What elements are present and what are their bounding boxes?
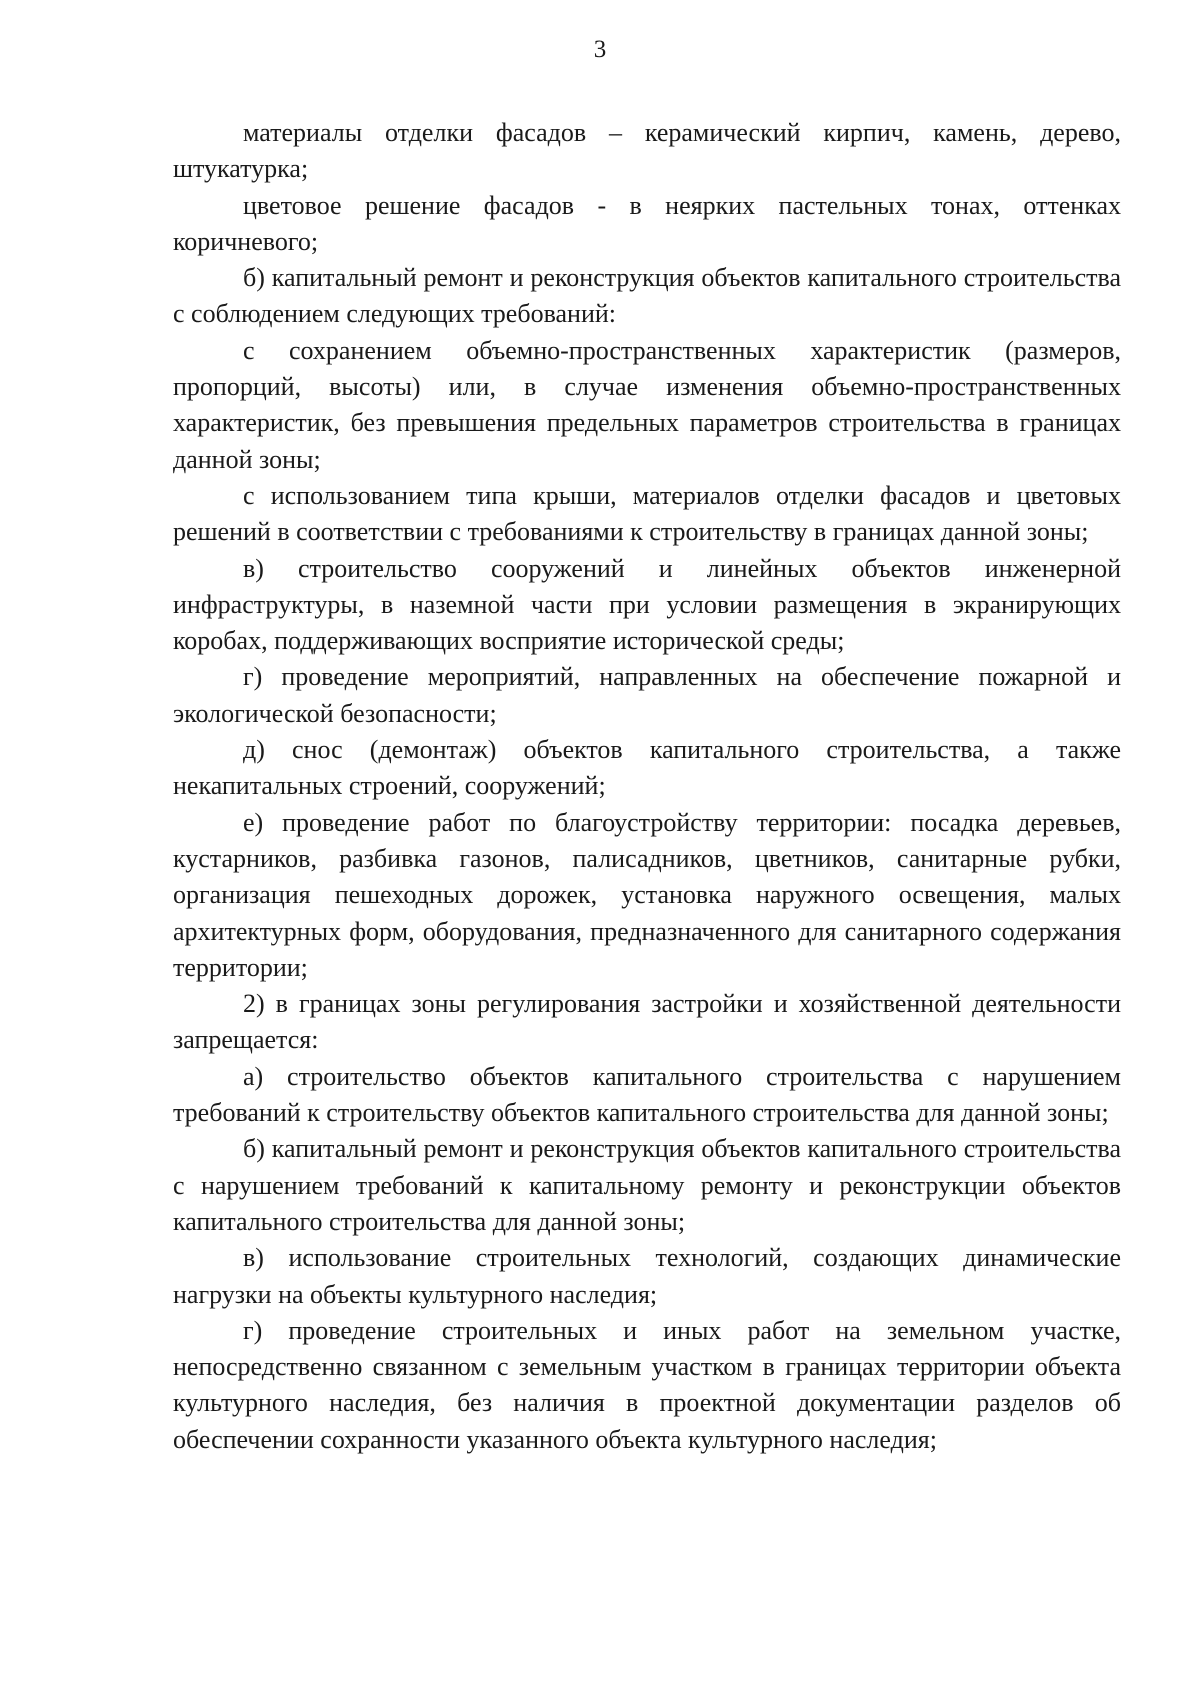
page-number: 3 — [593, 36, 607, 63]
paragraph-item-g-safety: г) проведение мероприятий, направленных на обеспечение пожарной и экологической безопасности; — [173, 662, 1121, 728]
paragraph-roof-type: с использованием типа крыши, материалов отделки фасадов и цветовых решений в соответствии с требованиями к строительству в границах данной зоны; — [173, 480, 1121, 547]
paragraph-item-2-prohibited: 2) в границах зоны регулирования застройки и хозяйственной деятельности запрещается: — [173, 989, 1121, 1055]
paragraph-facade-color: цветовое решение фасадов - в неярких пастельных тонах, оттенках коричневого; — [173, 190, 1121, 256]
paragraph-item-g-works: г) проведение строительных и иных работ на земельном участке, непосредственно связанном с земельным участком в границах территории объекта культурного наследия, без наличия в проектной документации разделов об обеспечении сохранности указанного объекта культурного наследия; — [173, 1315, 1121, 1454]
paragraph-item-e-landscaping: е) проведение работ по благоустройству территории: посадка деревьев, кустарников, разбивка газонов, палисадников, цветников, санитарные рубки, организация пешеходных дорожек, установка наружного освещения, малых архитектурных форм, оборудования, предназначенного для санитарного содержания территории; — [173, 807, 1121, 982]
document-body — [173, 115, 1121, 1458]
paragraph-item-b-repair: б) капитальный ремонт и реконструкция объектов капитального строительства с соблюдением следующих требований: — [173, 263, 1121, 329]
paragraph-item-d-demolition: д) снос (демонтаж) объектов капитального строительства, а также некапитальных строений, сооружений; — [173, 735, 1121, 801]
paragraph-item-a-construction: а) строительство объектов капитального строительства с нарушением требований к строительству объектов капитального строительства для данной зоны; — [173, 1061, 1121, 1128]
paragraph-volume-characteristics: с сохранением объемно-пространственных характеристик (размеров, пропорций, высоты) или, в случае изменения объемно-пространственных характеристик, без превышения предельных параметров строительства в границах данной зоны; — [173, 335, 1121, 474]
paragraph-item-b-repair-violation: б) капитальный ремонт и реконструкция объектов капитального строительства с нарушением требований к капитальному ремонту и реконструкции объектов капитального строительства для данной зоны; — [173, 1134, 1121, 1236]
paragraph-item-v-dynamic-loads: в) использование строительных технологий, создающих динамические нагрузки на объекты культурного наследия; — [173, 1243, 1121, 1309]
paragraph-facade-materials: материалы отделки фасадов – керамический кирпич, камень, дерево, штукатурка; — [173, 118, 1121, 184]
paragraph-item-v-infrastructure: в) строительство сооружений и линейных объектов инженерной инфраструктуры, в наземной части при условии размещения в экранирующих коробах, поддерживающих восприятие исторической среды; — [173, 553, 1121, 656]
